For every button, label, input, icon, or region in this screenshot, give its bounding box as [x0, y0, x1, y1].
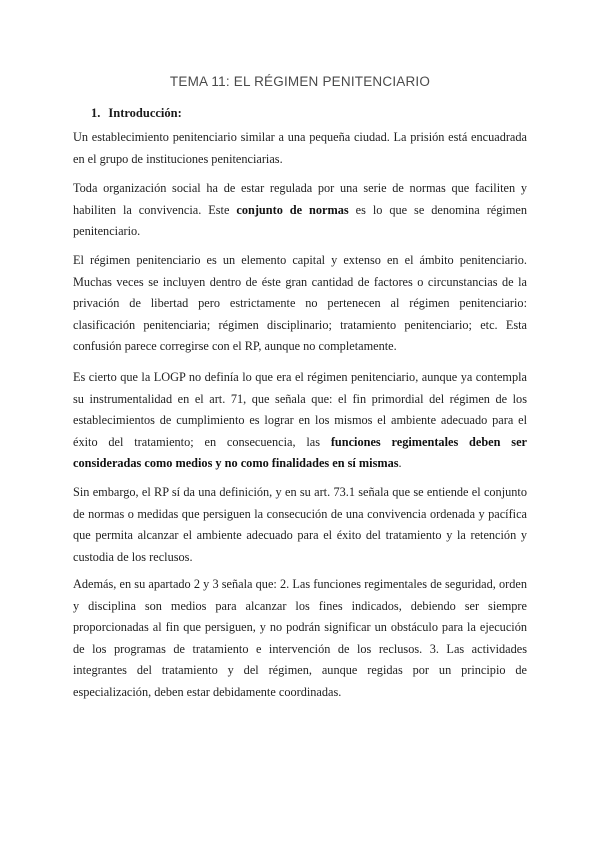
- paragraph-6: Además, en su apartado 2 y 3 señala que: 2. Las funciones regimentales de seguridad, orden y disciplina son medios para alcanzar los fines indicados, debiendo ser siempre proporcionadas al fin que persiguen, y no podrán significar un obstáculo para la ejecución de los programas de tratamiento e intervención de los reclusos. 3. Las actividades integrantes del tratamiento y del régimen, aunque regidas por un principio de especialización, deben estar debidamente coordinadas.: [73, 577, 527, 699]
- paragraph-1: Un establecimiento penitenciario similar a una pequeña ciudad. La prisión está encuadrada en el grupo de instituciones penitenciarias.: [73, 130, 527, 166]
- paragraph-4: [73, 367, 527, 475]
- section-heading-text: Introducción:: [108, 106, 182, 120]
- paragraph-2: [73, 178, 527, 243]
- paragraph-2-text-a: Toda organización social ha de estar regulada por una serie de normas que faciliten y habiliten la convivencia. Este: [73, 181, 527, 217]
- paragraph-2-bold: conjunto de normas: [236, 202, 349, 217]
- section-heading: [91, 106, 182, 121]
- paragraph-3: El régimen penitenciario es un elemento capital y extenso en el ámbito penitenciario. Muchas veces se incluyen dentro de éste gran cantidad de factores o circunstancias de la privación de libertad pero estrictamente no pertenecen al régimen penitenciario: clasificación penitenciaria; régimen disciplinario; tratamiento penitenciario; etc. Esta confusión parece corregirse con el RP, aunque no completamente.: [73, 253, 527, 354]
- paragraph-5: Sin embargo, el RP sí da una definición, y en su art. 73.1 señala que se entiende el conjunto de normas o medidas que persiguen la consecución de una convivencia ordenada y pacífica que permita alcanzar el ambiente adecuado para el éxito del tratamiento y la retención y custodia de los reclusos.: [73, 485, 527, 564]
- paragraph-4-bold: funciones regimentales deben ser consideradas como medios y no como finalidades en sí mismas: [73, 434, 527, 471]
- section-number: 1.: [91, 106, 101, 120]
- paragraph-4-text-b: .: [398, 456, 402, 471]
- paragraph-4-text-a: Es cierto que la LOGP no definía lo que era el régimen penitenciario, aunque ya contempla su instrumentalidad en el art. 71, que señala que: el fin primordial del régimen de los establecimientos de cumplimiento es lograr en los mismos el ambiente adecuado para el éxito del tratamiento; en consecuencia, las: [73, 370, 527, 449]
- page-title: TEMA 11: EL RÉGIMEN PENITENCIARIO: [169, 74, 431, 89]
- paragraph-2-text-b: es lo que se denomina régimen penitenciario.: [73, 202, 527, 239]
